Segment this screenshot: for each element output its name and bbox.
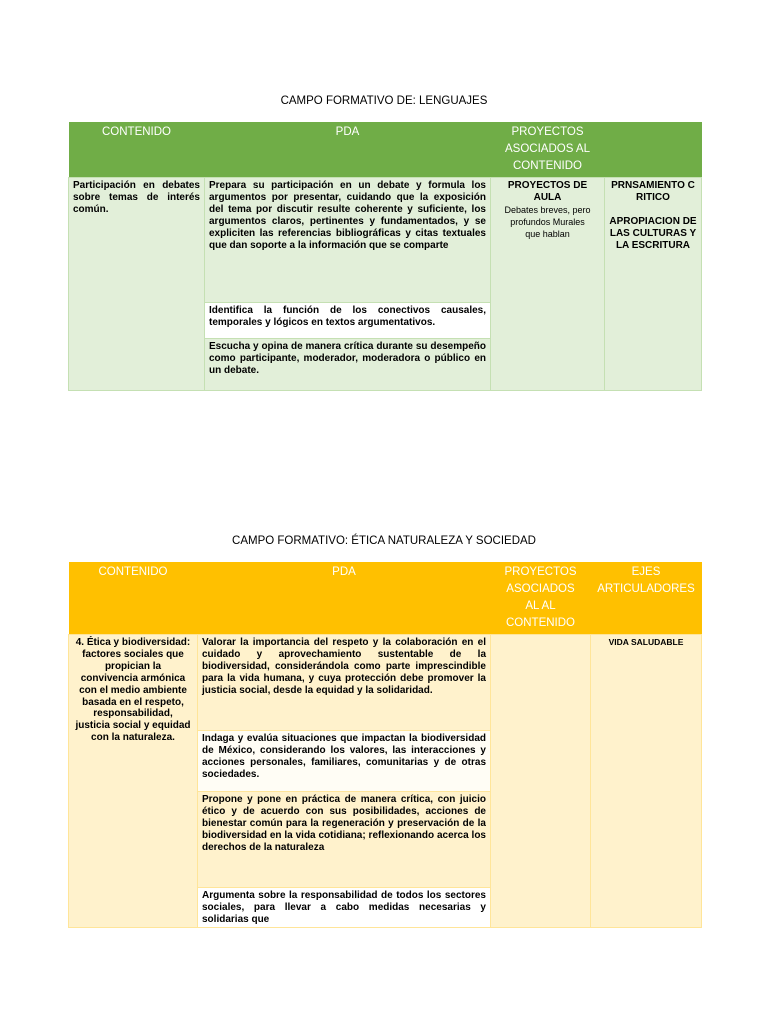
contenido-cell: 4. Ética y biodiversidad: factores sociales que propician la convivencia armónica con el medio ambiente basada en el respeto, responsabilidad, justicia social y equidad con la naturaleza. <box>69 635 198 928</box>
ejes-cell: VIDA SALUDABLE <box>591 635 702 928</box>
pda-item: Propone y pone en práctica de manera crítica, con juicio ético y de acuerdo con sus posibilidades, acciones de bienestar común para la regeneración y preservación de la biodiversidad en la vida cotidiana; reflexionando acerca los derechos de la naturaleza <box>198 791 490 887</box>
proyectos-cell <box>491 635 591 928</box>
section-title-lenguajes: CAMPO FORMATIVO DE: LENGUAJES <box>280 95 488 107</box>
pda-cell <box>205 178 491 391</box>
pda-item: Indaga y evalúa situaciones que impactan la biodiversidad de México, considerando los valores, las interacciones y acciones personales, familiares, comunitarias y de otras sociedades. <box>198 730 490 791</box>
contenido-cell: Participación en debates sobre temas de interés común. <box>69 178 205 391</box>
proyectos-text: Debates breves, pero profundos Murales que hablan <box>504 204 591 239</box>
section-title-etica: CAMPO FORMATIVO: ÉTICA NATURALEZA Y SOCIEDAD <box>232 535 536 547</box>
eje-item: PRNSAMIENTO CRITICO <box>611 180 695 203</box>
eje-item: APROPIACION DE LAS CULTURAS Y LA ESCRITURA <box>609 215 697 251</box>
header-ejes <box>605 122 702 178</box>
header-proyectos: PROYECTOS ASOCIADOS AL CONTENIDO <box>491 122 605 178</box>
proyectos-cell <box>491 178 605 391</box>
table-lenguajes <box>68 122 702 391</box>
header-pda: PDA <box>198 562 491 635</box>
header-ejes: EJES ARTICULADORES <box>591 562 702 635</box>
ejes-cell <box>605 178 702 391</box>
header-contenido: CONTENIDO <box>69 122 205 178</box>
pda-item: Valorar la importancia del respeto y la colaboración en el cuidado y aprovechamiento sustentable de la biodiversidad, considerándola como parte imprescindible para la vida humana, y cuya protección debe promover la justicia social, desde la equidad y la solidaridad. <box>202 637 486 696</box>
header-contenido: CONTENIDO <box>69 562 198 635</box>
pda-item: Argumenta sobre la responsabilidad de todos los sectores sociales, para llevar a cabo medidas necesarias y solidarias que <box>198 887 490 927</box>
header-proyectos: PROYECTOS ASOCIADOS AL AL CONTENIDO <box>491 562 591 635</box>
header-pda: PDA <box>205 122 491 178</box>
pda-item: Escucha y opina de manera crítica durante su desempeño como participante, moderador, moderadora o público en un debate. <box>205 338 490 379</box>
proyectos-title: PROYECTOS DE AULA <box>507 180 588 203</box>
pda-cell <box>198 635 491 928</box>
pda-item: Prepara su participación en un debate y formula los argumentos por presentar, cuidando que la exposición del tema por discutir resulte coherente y suficiente, los argumentos claros, pertinentes y fundamentados, y se expliciten las referencias bibliográficas y citas textuales que dan soporte a la información que se comparte <box>209 180 486 251</box>
pda-item: Identifica la función de los conectivos causales, temporales y lógicos en textos argumentativos. <box>205 302 490 338</box>
table-etica <box>68 562 702 928</box>
